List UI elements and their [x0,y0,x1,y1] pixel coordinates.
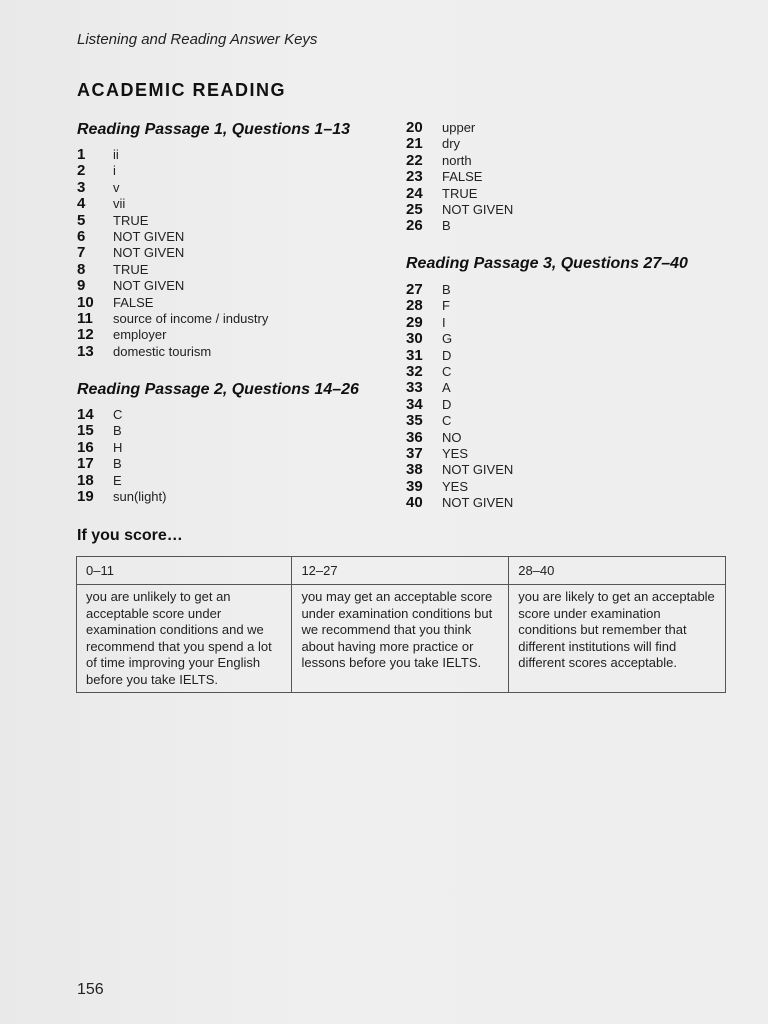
answer-text: employer [113,327,167,343]
question-number: 15 [77,422,94,440]
answer-text: TRUE [113,212,149,228]
answer-row [77,262,268,278]
score-advice-cell: you may get an acceptable score under examination conditions but we recommend that you think about having more practice or lessons before you take IELTS. [292,585,509,693]
answer-text: NOT GIVEN [113,245,185,261]
question-number: 12 [77,326,94,344]
answer-text: upper [442,120,476,135]
question-number: 24 [406,184,423,202]
answer-text: source of income / industry [113,310,269,326]
question-number: 40 [406,494,423,512]
answer-text: NOT GIVEN [442,201,514,217]
question-number: 39 [406,477,423,495]
question-number: 14 [77,406,94,423]
answer-text: YES [442,445,469,461]
answer-row [406,202,513,218]
answer-text: NOT GIVEN [442,462,514,478]
answer-row [77,311,268,327]
passage-3-answers [406,282,513,511]
answer-row [77,147,268,163]
question-number: 32 [406,362,423,380]
answer-text: FALSE [442,169,483,185]
question-number: 19 [77,487,94,505]
answer-row [77,295,268,311]
answer-text: C [442,363,452,379]
score-table-header-row [77,557,726,585]
question-number: 9 [77,277,86,295]
answer-text: E [113,472,122,488]
answer-text: G [442,331,453,347]
question-number: 5 [77,211,86,229]
section-title: ACADEMIC READING [77,80,287,100]
answer-row [406,430,513,446]
answer-row [406,298,513,314]
passage-3-heading: Reading Passage 3, Questions 27–40 [406,255,688,272]
answer-row [77,456,166,472]
answer-text: sun(light) [113,488,167,504]
score-advice-cell: you are unlikely to get an acceptable score under examination conditions and we recommend that you spend a lot of time improving your English before you take IELTS. [77,585,292,693]
question-number: 30 [406,330,423,348]
answer-row [406,169,513,185]
answer-text: F [442,298,450,314]
question-number: 26 [406,217,423,235]
score-heading: If you score… [77,527,183,544]
question-number: 23 [406,168,423,186]
answer-text: TRUE [442,185,478,201]
answer-row [77,344,268,360]
question-number: 36 [406,428,423,446]
question-number: 31 [406,346,423,364]
answer-row [77,213,268,229]
answer-text: TRUE [113,261,149,277]
question-number: 29 [406,313,423,331]
question-number: 10 [77,293,94,311]
question-number: 38 [406,461,423,479]
answer-row [406,479,513,495]
question-number: 27 [406,281,423,298]
answer-row [406,413,513,429]
question-number: 11 [77,309,93,327]
answer-row [77,489,166,505]
answer-text: NO [442,429,462,445]
answer-text: H [113,439,123,455]
score-range-header: 28–40 [509,557,726,585]
question-number: 28 [406,297,423,315]
answer-row [77,473,166,489]
question-number: 17 [77,455,94,473]
passage-2-heading: Reading Passage 2, Questions 14–26 [77,381,359,398]
passage-1-heading: Reading Passage 1, Questions 1–13 [77,121,351,138]
score-advice-cell: you are likely to get an acceptable score under examination conditions but remember that different institutions will find different scores acceptable. [509,585,726,693]
answer-row [77,163,268,179]
question-number: 8 [77,260,86,278]
answer-row [406,153,513,169]
answer-row [77,245,268,261]
answer-row [406,397,513,413]
question-number: 13 [77,342,94,360]
question-number: 37 [406,444,423,462]
passage-2-answers [77,407,166,505]
score-range-header: 0–11 [77,557,292,585]
answer-text: C [442,413,452,429]
question-number: 34 [406,395,423,413]
answer-row [406,331,513,347]
answer-text: B [442,282,451,297]
answer-row [406,495,513,511]
answer-text: A [442,380,451,396]
answer-row [77,327,268,343]
question-number: 21 [406,135,423,153]
answer-text: YES [442,478,469,494]
answer-text: domestic tourism [113,343,212,359]
answer-row [406,446,513,462]
answer-row [406,315,513,331]
answer-text: B [113,423,122,439]
answer-row [406,364,513,380]
answer-row [406,136,513,152]
passage-2-answers-continued [406,120,513,235]
page-number: 156 [77,981,104,998]
question-number: 33 [406,379,423,397]
answer-text: D [442,396,452,412]
score-range-header: 12–27 [292,557,509,585]
question-number: 2 [77,162,86,180]
answer-text: I [442,314,446,330]
answer-row [406,218,513,234]
passage-1-answers [77,147,268,360]
answer-text: NOT GIVEN [113,278,185,294]
answer-row [406,462,513,478]
running-head: Listening and Reading Answer Keys [77,31,318,48]
question-number: 18 [77,471,94,489]
answer-row [406,380,513,396]
answer-row [77,278,268,294]
question-number: 4 [77,195,86,213]
question-number: 35 [406,412,423,430]
answer-text: D [442,347,452,363]
answer-row [77,180,268,196]
question-number: 3 [77,178,86,196]
answer-text: NOT GIVEN [442,495,514,511]
answer-row [406,120,513,136]
answer-text: ii [113,147,119,162]
answer-text: v [113,179,120,195]
answer-row [77,196,268,212]
answer-text: north [442,152,472,168]
answer-text: FALSE [113,294,154,310]
answer-row [406,282,513,298]
answer-row [406,348,513,364]
score-table-row [77,585,726,693]
answer-row [406,186,513,202]
question-number: 7 [77,244,86,262]
question-number: 1 [77,146,86,163]
answer-text: dry [442,136,461,152]
answer-text: vii [113,196,126,212]
answer-text: i [113,163,116,179]
question-number: 22 [406,151,423,169]
question-number: 25 [406,200,423,218]
question-number: 20 [406,119,423,136]
answer-row [77,423,166,439]
answer-text: NOT GIVEN [113,228,185,244]
answer-text: C [113,407,123,422]
answer-text: B [442,218,451,234]
answer-text: B [113,456,122,472]
score-table [76,556,726,693]
question-number: 6 [77,227,86,245]
question-number: 16 [77,438,94,456]
answer-row [77,440,166,456]
answer-row [77,407,166,423]
answer-row [77,229,268,245]
